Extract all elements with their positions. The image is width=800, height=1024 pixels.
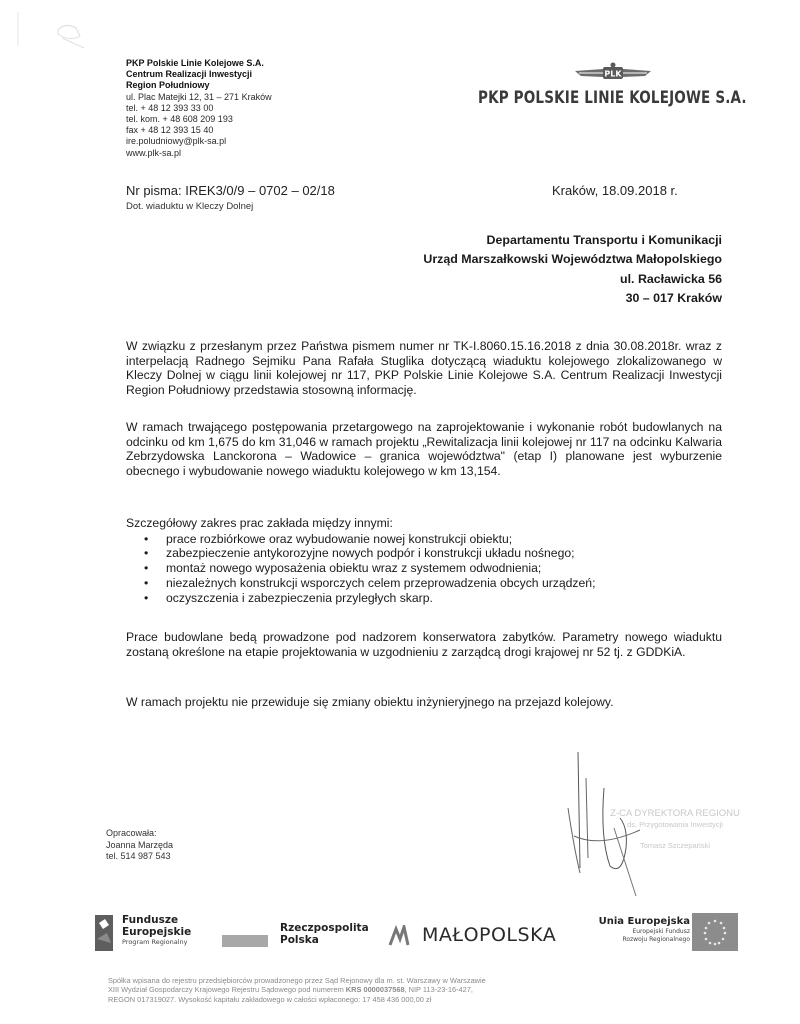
ue-sub1: Europejski Fundusz — [632, 927, 690, 935]
rzeczpospolita-polska-logo — [280, 923, 369, 946]
letter-date: Kraków, 18.09.2018 r. — [552, 183, 678, 198]
funding-logos-bar — [0, 905, 800, 960]
legal-line-2 — [108, 985, 486, 994]
letter-reference: Nr pisma: IREK3/0/9 – 0702 – 02/18 — [126, 183, 335, 198]
emblem-text: PLK — [604, 69, 622, 79]
sender-fax: fax + 48 12 393 15 40 — [126, 125, 214, 136]
stamp-title: Z-CA DYREKTORA REGIONU — [610, 808, 740, 819]
unia-europejska-logo — [594, 916, 690, 944]
legal-line-2-pre: XIII Wydział Gospodarczy Krajowego Rejestru Sądowego pod numerem — [108, 985, 346, 995]
scope-item: • zabezpieczenie antykorozyjne nowych podpór i konstrukcji układu nośnego; — [166, 546, 722, 561]
body-paragraph-2: W ramach trwającego postępowania przetargowego na zaprojektowanie i wykonanie robót budowlanych na odcinku od km 1,675 do km 31,046 w ramach projektu „Rewitalizacja linii kolejowej nr 117 na odcinku Kalwaria Zebrzydowska Lanckorona – Wadowice – granica województwa" (etap I) planowane jest wyburzenie obecnego i wybudowanie nowego wiaduktu kolejowego w km 13,154. — [126, 420, 722, 479]
author-label: Opracowała: — [106, 828, 157, 838]
fundusze-europejskie-icon — [93, 913, 115, 953]
recipient-city: 30 – 017 Kraków — [625, 291, 722, 306]
legal-krs: KRS 0000037568 — [345, 985, 405, 995]
author-block — [106, 828, 173, 863]
author-name: Joanna Marzęda — [106, 839, 174, 850]
fe-line1: Fundusze — [122, 914, 179, 926]
sender-address: ul. Plac Matejki 12, 31 – 271 Kraków — [126, 91, 272, 102]
plk-logo — [478, 62, 748, 107]
stamp-subtitle: ds. Przygotowania Inwestycji — [627, 820, 723, 829]
ue-sub2: Rozwoju Regionalnego — [622, 935, 690, 943]
sender-tel: tel. + 48 12 393 33 00 — [126, 102, 214, 113]
legal-line-2-post: , NIP 113-23-16-427, — [404, 985, 473, 995]
fundusze-europejskie-logo — [122, 915, 191, 946]
legal-line-3: REGON 017319027. Wysokość kapitału zakładowego w całości wpłaconego: 17 458 436 000,00 zł — [108, 994, 432, 1004]
logo-title: PKP POLSKIE LINIE KOLEJOWE S.A. — [478, 88, 747, 107]
winged-emblem-icon — [573, 62, 653, 84]
malopolska-mark-icon — [388, 925, 410, 947]
body-paragraph-1: W związku z przesłanym przez Państwa pismem numer nr TK-I.8060.15.16.2018 z dnia 30.08.2018r. wraz z interpelacją Radnego Sejmiku Pana Rafała Stuglika dotyczącą wiaduktu kolejowego zlokalizowanego w Kleczy Dolnej w ciągu linii kolejowej nr 117, PKP Polskie Linie Kolejowe S.A. Centrum Realizacji Inwestycji Region Południowy przedstawia stosowną informację. — [126, 339, 722, 398]
author-phone: tel. 514 987 543 — [106, 851, 171, 861]
sender-block — [126, 58, 272, 159]
scope-item: • prace rozbiórkowe oraz wybudowanie nowej konstrukcji obiektu; — [166, 532, 722, 547]
body-paragraph-5: W ramach projektu nie przewiduje się zmiany obiektu inżynieryjnego na przejazd kolejowy. — [126, 695, 614, 709]
scan-mark — [10, 8, 100, 48]
scope-item: • niezależnych konstrukcji wsporczych celem przeprowadzenia obcych urządzeń; — [166, 576, 722, 591]
recipient-block — [423, 231, 722, 309]
rp-line1: Rzeczpospolita — [280, 922, 369, 934]
scope-list — [126, 532, 722, 606]
sender-region: Region Południowy — [126, 80, 210, 91]
rp-line2: Polska — [280, 933, 319, 946]
fe-sub: Program Regionalny — [122, 938, 188, 946]
sender-website[interactable]: www.plk-sa.pl — [126, 147, 182, 158]
recipient-street: ul. Racławicka 56 — [620, 271, 722, 286]
polish-flag-icon — [222, 935, 268, 947]
scope-intro: Szczegółowy zakres prac zakłada między innymi: — [126, 516, 393, 530]
legal-footer — [108, 976, 486, 1004]
scope-item: • montaż nowego wyposażenia obiektu wraz z systemem odwodnienia; — [166, 561, 722, 576]
eu-flag-icon — [692, 913, 738, 951]
sender-unit: Centrum Realizacji Inwestycji — [126, 69, 253, 80]
letter-subject: Dot. wiaduktu w Kleczy Dolnej — [126, 201, 254, 212]
handwritten-signature — [560, 748, 680, 898]
ue-title: Unia Europejska — [598, 916, 690, 927]
fe-line2: Europejskie — [122, 925, 192, 938]
scope-item: • oczyszczenia i zabezpieczenia przyległych skarp. — [166, 591, 722, 606]
legal-line-1: Spółka wpisana do rejestru przedsiębiorców prowadzonego przez Sąd Rejonowy dla m. st. Warszawy w Warszawie — [108, 976, 486, 985]
sender-tel-mobile: tel. kom. + 48 608 209 193 — [126, 114, 233, 125]
stamp-name: Tomasz Szczepański — [639, 841, 711, 850]
sender-company: PKP Polskie Linie Kolejowe S.A. — [126, 58, 264, 68]
body-paragraph-4: Prace budowlane bedą prowadzone pod nadzorem konserwatora zabytków. Parametry nowego wiaduktu zostaną określone na etapie projektowania w uzgodnieniu z zarządcą drogi krajowej nr 52 tj. z GDDKiA. — [126, 630, 722, 659]
scope-section — [126, 516, 722, 605]
recipient-office: Urząd Marszałkowski Województwa Małopolskiego — [423, 252, 722, 267]
sender-email[interactable]: ire.poludniowy@plk-sa.pl — [126, 136, 227, 147]
malopolska-logo: MAŁOPOLSKA — [422, 924, 557, 946]
recipient-department: Departamentu Transportu i Komunikacji — [486, 233, 722, 247]
